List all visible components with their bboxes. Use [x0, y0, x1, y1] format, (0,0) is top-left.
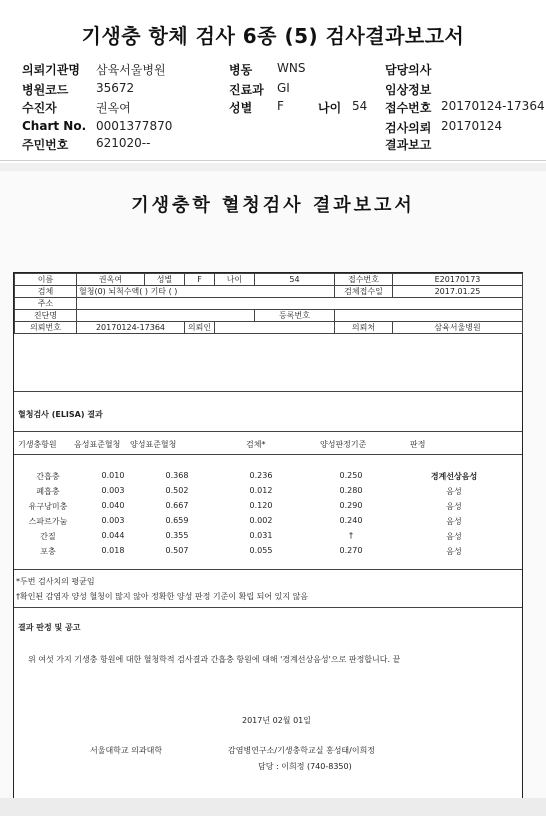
- ward-value: WNS: [277, 61, 306, 75]
- neg-value: 0.040: [101, 501, 125, 510]
- receipt-label: 접수번호: [335, 274, 393, 286]
- judgement-value: 음성: [446, 502, 462, 511]
- sex-value: F: [185, 274, 215, 286]
- col-antigen: 기생충항원: [18, 440, 57, 449]
- cutoff-value: 0.250: [339, 471, 363, 480]
- address-value: [77, 298, 523, 310]
- blank-area-divider: [14, 391, 522, 392]
- antigen-name: 포충: [40, 547, 56, 556]
- column-header-row: [14, 439, 522, 452]
- judgement-value: 음성: [446, 517, 462, 526]
- age-label: 나이: [215, 274, 255, 286]
- dept-value: GI: [277, 81, 290, 95]
- receipt-label: 접수번호: [385, 101, 432, 115]
- judgement-value: 음성: [446, 487, 462, 496]
- specimen-label: 검체: [15, 286, 77, 298]
- judgement-value: 음성: [446, 532, 462, 541]
- columns-top-rule: [14, 431, 522, 432]
- footnote-cutoff: †확인된 감염자 양성 혈청이 많지 않아 정확한 양성 판정 기준이 확립 되어 있지 않음: [16, 592, 309, 601]
- patient-value: 권옥여: [96, 101, 131, 115]
- conclusion-title: 결과 판정 및 공고: [18, 623, 81, 632]
- neg-value: 0.044: [101, 531, 125, 540]
- header-divider: [0, 160, 546, 161]
- table-row: [14, 531, 522, 544]
- clinical-label: 임상정보: [385, 83, 432, 97]
- specimen-value: 0.002: [249, 516, 273, 525]
- hospital-code-value: 35672: [96, 81, 135, 95]
- diagnosis-label: 진단명: [15, 310, 77, 322]
- requester-org-value: 삼육서울병원: [393, 322, 523, 334]
- antigen-name: 폐흡충: [36, 487, 60, 496]
- col-pos: 양성표준혈청: [130, 440, 177, 449]
- columns-bottom-rule: [14, 454, 522, 455]
- neg-value: 0.010: [101, 471, 125, 480]
- specimen-value: 혈청(0) 뇌척수액( ) 기타 ( ): [77, 286, 335, 298]
- specimen-value: 0.055: [249, 546, 273, 555]
- specimen-value: 0.012: [249, 486, 273, 495]
- cutoff-value: 0.270: [339, 546, 363, 555]
- cutoff-value: 0.240: [339, 516, 363, 525]
- pos-value: 0.667: [165, 501, 189, 510]
- name-label: 이름: [15, 274, 77, 286]
- scanned-report: [0, 171, 546, 816]
- age-value: 54: [255, 274, 335, 286]
- report-label: 결과보고: [385, 138, 432, 152]
- requester-org-label: 의뢰처: [335, 322, 393, 334]
- institution-label: 의뢰기관명: [22, 63, 80, 77]
- specimen-value: 0.031: [249, 531, 273, 540]
- pos-value: 0.507: [165, 546, 189, 555]
- conclusion-text: 위 여섯 가지 기생충 항원에 대한 혈청학적 검사결과 간흡충 항원에 대해 '경계선상음성'으로 판정합니다. 끝: [28, 655, 401, 664]
- sex-label: 성별: [145, 274, 185, 286]
- antigen-name: 간흡충: [36, 472, 60, 481]
- doctor-label: 담당의사: [385, 63, 432, 77]
- receipt-value: 20170124-17364: [441, 99, 545, 113]
- request-date-value: 20170124: [441, 119, 503, 133]
- report-header: [0, 0, 546, 163]
- pos-value: 0.659: [165, 516, 189, 525]
- table-row: [14, 471, 522, 484]
- report-form: [13, 272, 523, 800]
- pos-value: 0.368: [165, 471, 189, 480]
- col-cutoff: 양성판정기준: [320, 440, 367, 449]
- antigen-name: 간질: [40, 532, 56, 541]
- neg-value: 0.018: [101, 546, 125, 555]
- contact-info: 담당 : 이희정 (740-8350): [258, 762, 352, 771]
- request-no-label: 의뢰번호: [15, 322, 77, 334]
- age-value: 54: [352, 99, 368, 113]
- request-no-value: 20170124-17364: [77, 322, 185, 334]
- judgement-value: 경계선상음성: [430, 472, 478, 481]
- request-date-label: 검사의뢰: [385, 121, 432, 135]
- antigen-name: 유구낭미충: [28, 502, 68, 511]
- address-label: 주소: [15, 298, 77, 310]
- scan-title: 기생충학 혈청검사 결과보고서: [131, 195, 415, 216]
- receipt-value: E20170173: [393, 274, 523, 286]
- specimen-value: 0.236: [249, 471, 273, 480]
- neg-value: 0.003: [101, 486, 125, 495]
- sign-org: 서울대학교 의과대학: [90, 746, 163, 755]
- cutoff-value: 0.280: [339, 486, 363, 495]
- judgement-value: 음성: [446, 547, 462, 556]
- received-value: 2017.01.25: [393, 286, 523, 298]
- chart-label: Chart No.: [22, 119, 87, 133]
- requester-value: [215, 322, 335, 334]
- institution-value: 삼육서울병원: [96, 63, 166, 77]
- specimen-value: 0.120: [249, 501, 273, 510]
- hospital-code-label: 병원코드: [22, 83, 69, 97]
- rrn-value: 621020--: [96, 136, 151, 150]
- reg-label: 등록번호: [255, 310, 335, 322]
- dept-label: 진료과: [229, 83, 264, 97]
- neg-value: 0.003: [101, 516, 125, 525]
- chart-value: 0001377870: [96, 119, 173, 133]
- table-row: [14, 486, 522, 499]
- header-title: 기생충 항체 검사 6종 (5) 검사결과보고서: [81, 24, 465, 48]
- diagnosis-value: [77, 310, 255, 322]
- received-label: 검체접수일: [335, 286, 393, 298]
- sex-label: 성별: [229, 101, 253, 115]
- table-row: [14, 516, 522, 529]
- sign-dept: 감염병연구소/기생충학교실 홍성태/이희정: [228, 746, 376, 755]
- report-date: 2017년 02월 01일: [242, 716, 311, 725]
- ward-label: 병동: [229, 63, 253, 77]
- col-judgement: 판정: [410, 440, 426, 449]
- section-gap: [0, 163, 546, 171]
- requester-label: 의뢰인: [185, 322, 215, 334]
- pos-value: 0.502: [165, 486, 189, 495]
- age-label: 나이: [318, 101, 342, 115]
- results-bottom-rule: [14, 569, 522, 570]
- footnote-average: *두번 검사치의 평균임: [16, 577, 95, 586]
- section-title: 혈청검사 (ELISA) 결과: [18, 410, 103, 419]
- name-value: 권옥여: [77, 274, 145, 286]
- patient-label: 수진자: [22, 101, 57, 115]
- table-row: [14, 501, 522, 514]
- pos-value: 0.355: [165, 531, 189, 540]
- patient-info-table: [14, 273, 523, 334]
- table-row: [14, 546, 522, 559]
- col-specimen: 검체*: [246, 440, 266, 449]
- reg-value: [335, 310, 523, 322]
- antigen-name: 스파르가눔: [28, 517, 68, 526]
- bottom-margin: [0, 798, 546, 816]
- sex-value: F: [277, 99, 284, 113]
- rrn-label: 주민번호: [22, 138, 69, 152]
- col-neg: 음성표준혈청: [74, 440, 121, 449]
- cutoff-value: 0.290: [339, 501, 363, 510]
- footnote-rule: [14, 607, 522, 608]
- cutoff-value: †: [349, 531, 353, 540]
